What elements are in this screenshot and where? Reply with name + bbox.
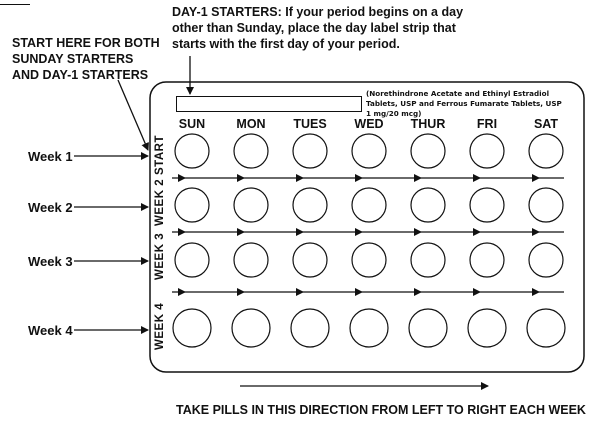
pill-week4-sat [527,309,565,347]
pill-week2-thur [411,188,445,222]
week-label-4: Week 4 [28,323,73,338]
pill-week3-sun [175,243,209,277]
row-label-week-3: WEEK 3 [154,232,166,280]
pill-week3-tues [293,243,327,277]
pill-week2-fri [470,188,504,222]
pill-card-outline [150,82,584,372]
pill-week2-mon [234,188,268,222]
start-here-pointer-arrow [118,80,148,150]
pill-week2-sat [529,188,563,222]
day-label-mon: MON [236,117,266,131]
product-description: (Norethindrone Acetate and Ethinyl Estradiol Tablets, USP and Ferrous Fumarate Tablets, USP 1 mg/20 mcg) [366,89,562,118]
pill-week4-thur [409,309,447,347]
day-label-thur: THUR [410,117,446,131]
pill-week1-wed [352,134,386,168]
row-label-week-2: WEEK 2 [154,178,166,226]
pill-week4-fri [468,309,506,347]
pill-week2-wed [352,188,386,222]
direction-note: TAKE PILLS IN THIS DIRECTION FROM LEFT TO RIGHT EACH WEEK [176,403,586,417]
pill-week1-thur [411,134,445,168]
week-label-3: Week 3 [28,254,73,269]
row-label-week-4: WEEK 4 [154,302,166,350]
pill-week1-fri [470,134,504,168]
pill-week2-sun [175,188,209,222]
row-separator-2 [172,228,564,236]
row-separator-1 [172,174,564,182]
pill-week1-sat [529,134,563,168]
pill-week3-wed [352,243,386,277]
pill-week4-wed [350,309,388,347]
week-label-2: Week 2 [28,200,73,215]
day-label-sun: SUN [178,117,206,131]
row-separator-3 [172,288,564,296]
pill-week1-tues [293,134,327,168]
pill-week1-sun [175,134,209,168]
pill-week4-tues [291,309,329,347]
pill-week2-tues [293,188,327,222]
pill-week3-sat [529,243,563,277]
pill-week3-thur [411,243,445,277]
row-label-start: START [154,135,166,175]
day1-starters-lead: DAY-1 STARTERS: [172,5,282,19]
pill-week3-fri [470,243,504,277]
pill-week1-mon [234,134,268,168]
pill-week3-mon [234,243,268,277]
day-label-sat: SAT [533,117,559,131]
day-label-tues: TUES [293,117,327,131]
start-here-note: START HERE FOR BOTH SUNDAY STARTERS AND DAY-1 STARTERS [12,36,160,82]
pill-week4-mon [232,309,270,347]
day-label-fri: FRI [476,117,498,131]
week-label-1: Week 1 [28,149,73,164]
pill-week4-sun [173,309,211,347]
day-label-wed: WED [354,117,384,131]
day1-starters-text: If your period begins on a day other than Sunday, place the day label strip that starts with the first day of your period. [172,5,464,51]
